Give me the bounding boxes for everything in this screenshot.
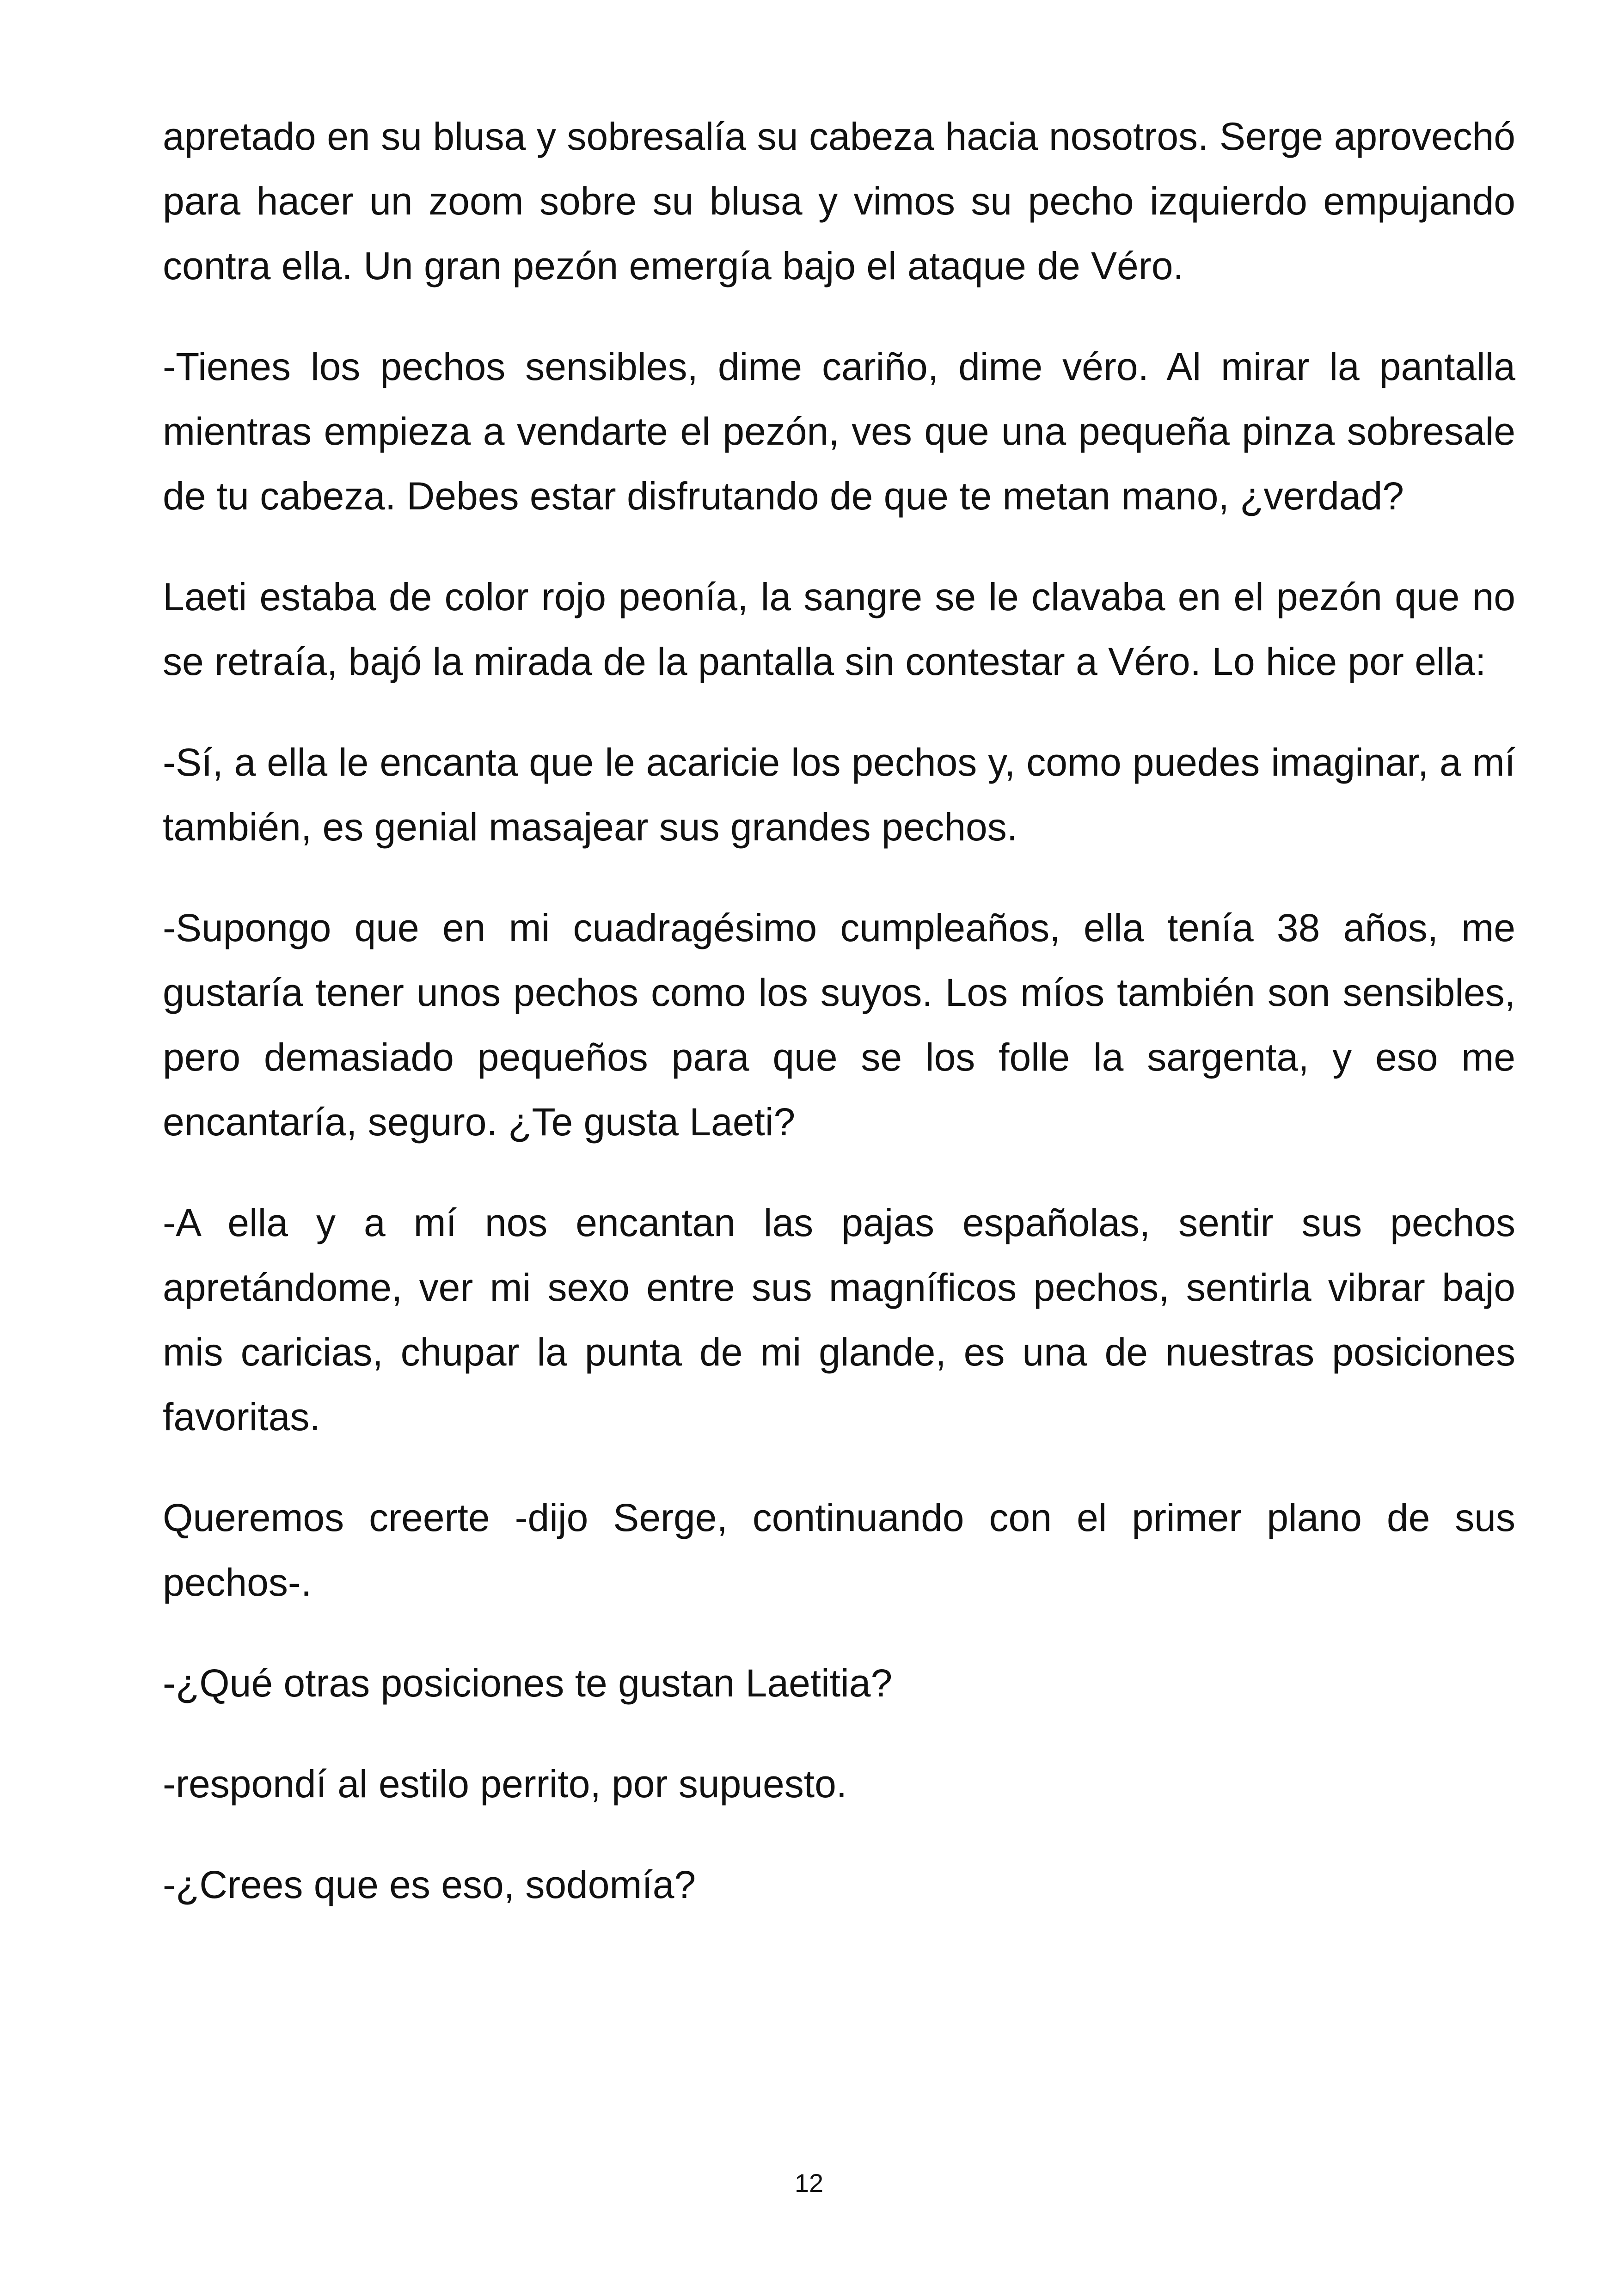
paragraph-10: -¿Crees que es eso, sodomía?	[163, 1863, 696, 1906]
page-number: 12	[794, 2168, 824, 2198]
paragraph-3: Laeti estaba de color rojo peonía, la sangre se le clavaba en el pezón que no se retraía, bajó la mirada de la pantalla sin contestar a Véro. Lo hice por ella:	[163, 575, 1515, 683]
paragraph-6: -A ella y a mí nos encantan las pajas españolas, sentir sus pechos apretándome, ver mi sexo entre sus magníficos pechos, sentirla vibrar bajo mis caricias, chupar la punta de mi glande, es una de nuestras posiciones favoritas.	[163, 1201, 1515, 1439]
paragraph-8: -¿Qué otras posiciones te gustan Laetitia?	[163, 1661, 893, 1705]
paragraph-7: Queremos creerte -dijo Serge, continuando con el primer plano de sus pechos-.	[163, 1496, 1515, 1604]
paragraph-9: -respondí al estilo perrito, por supuesto.	[163, 1762, 847, 1806]
paragraph-4: -Sí, a ella le encanta que le acaricie los pechos y, como puedes imaginar, a mí también, es genial masajear sus grandes pechos.	[163, 741, 1515, 849]
paragraph-5: -Supongo que en mi cuadragésimo cumpleaños, ella tenía 38 años, me gustaría tener unos pechos como los suyos. Los míos también son sensibles, pero demasiado pequeños para que se los folle la sargenta, y eso me encantaría, seguro. ¿Te gusta Laeti?	[163, 906, 1515, 1144]
body-text	[163, 104, 1515, 1917]
paragraph-2: -Tienes los pechos sensibles, dime cariño, dime véro. Al mirar la pantalla mientras empieza a vendarte el pezón, ves que una pequeña pinza sobresale de tu cabeza. Debes estar disfrutando de que te metan mano, ¿verdad?	[163, 345, 1515, 518]
paragraph-1: apretado en su blusa y sobresalía su cabeza hacia nosotros. Serge aprovechó para hacer un zoom sobre su blusa y vimos su pecho izquierdo empujando contra ella. Un gran pezón emergía bajo el ataque de Véro.	[163, 115, 1515, 288]
